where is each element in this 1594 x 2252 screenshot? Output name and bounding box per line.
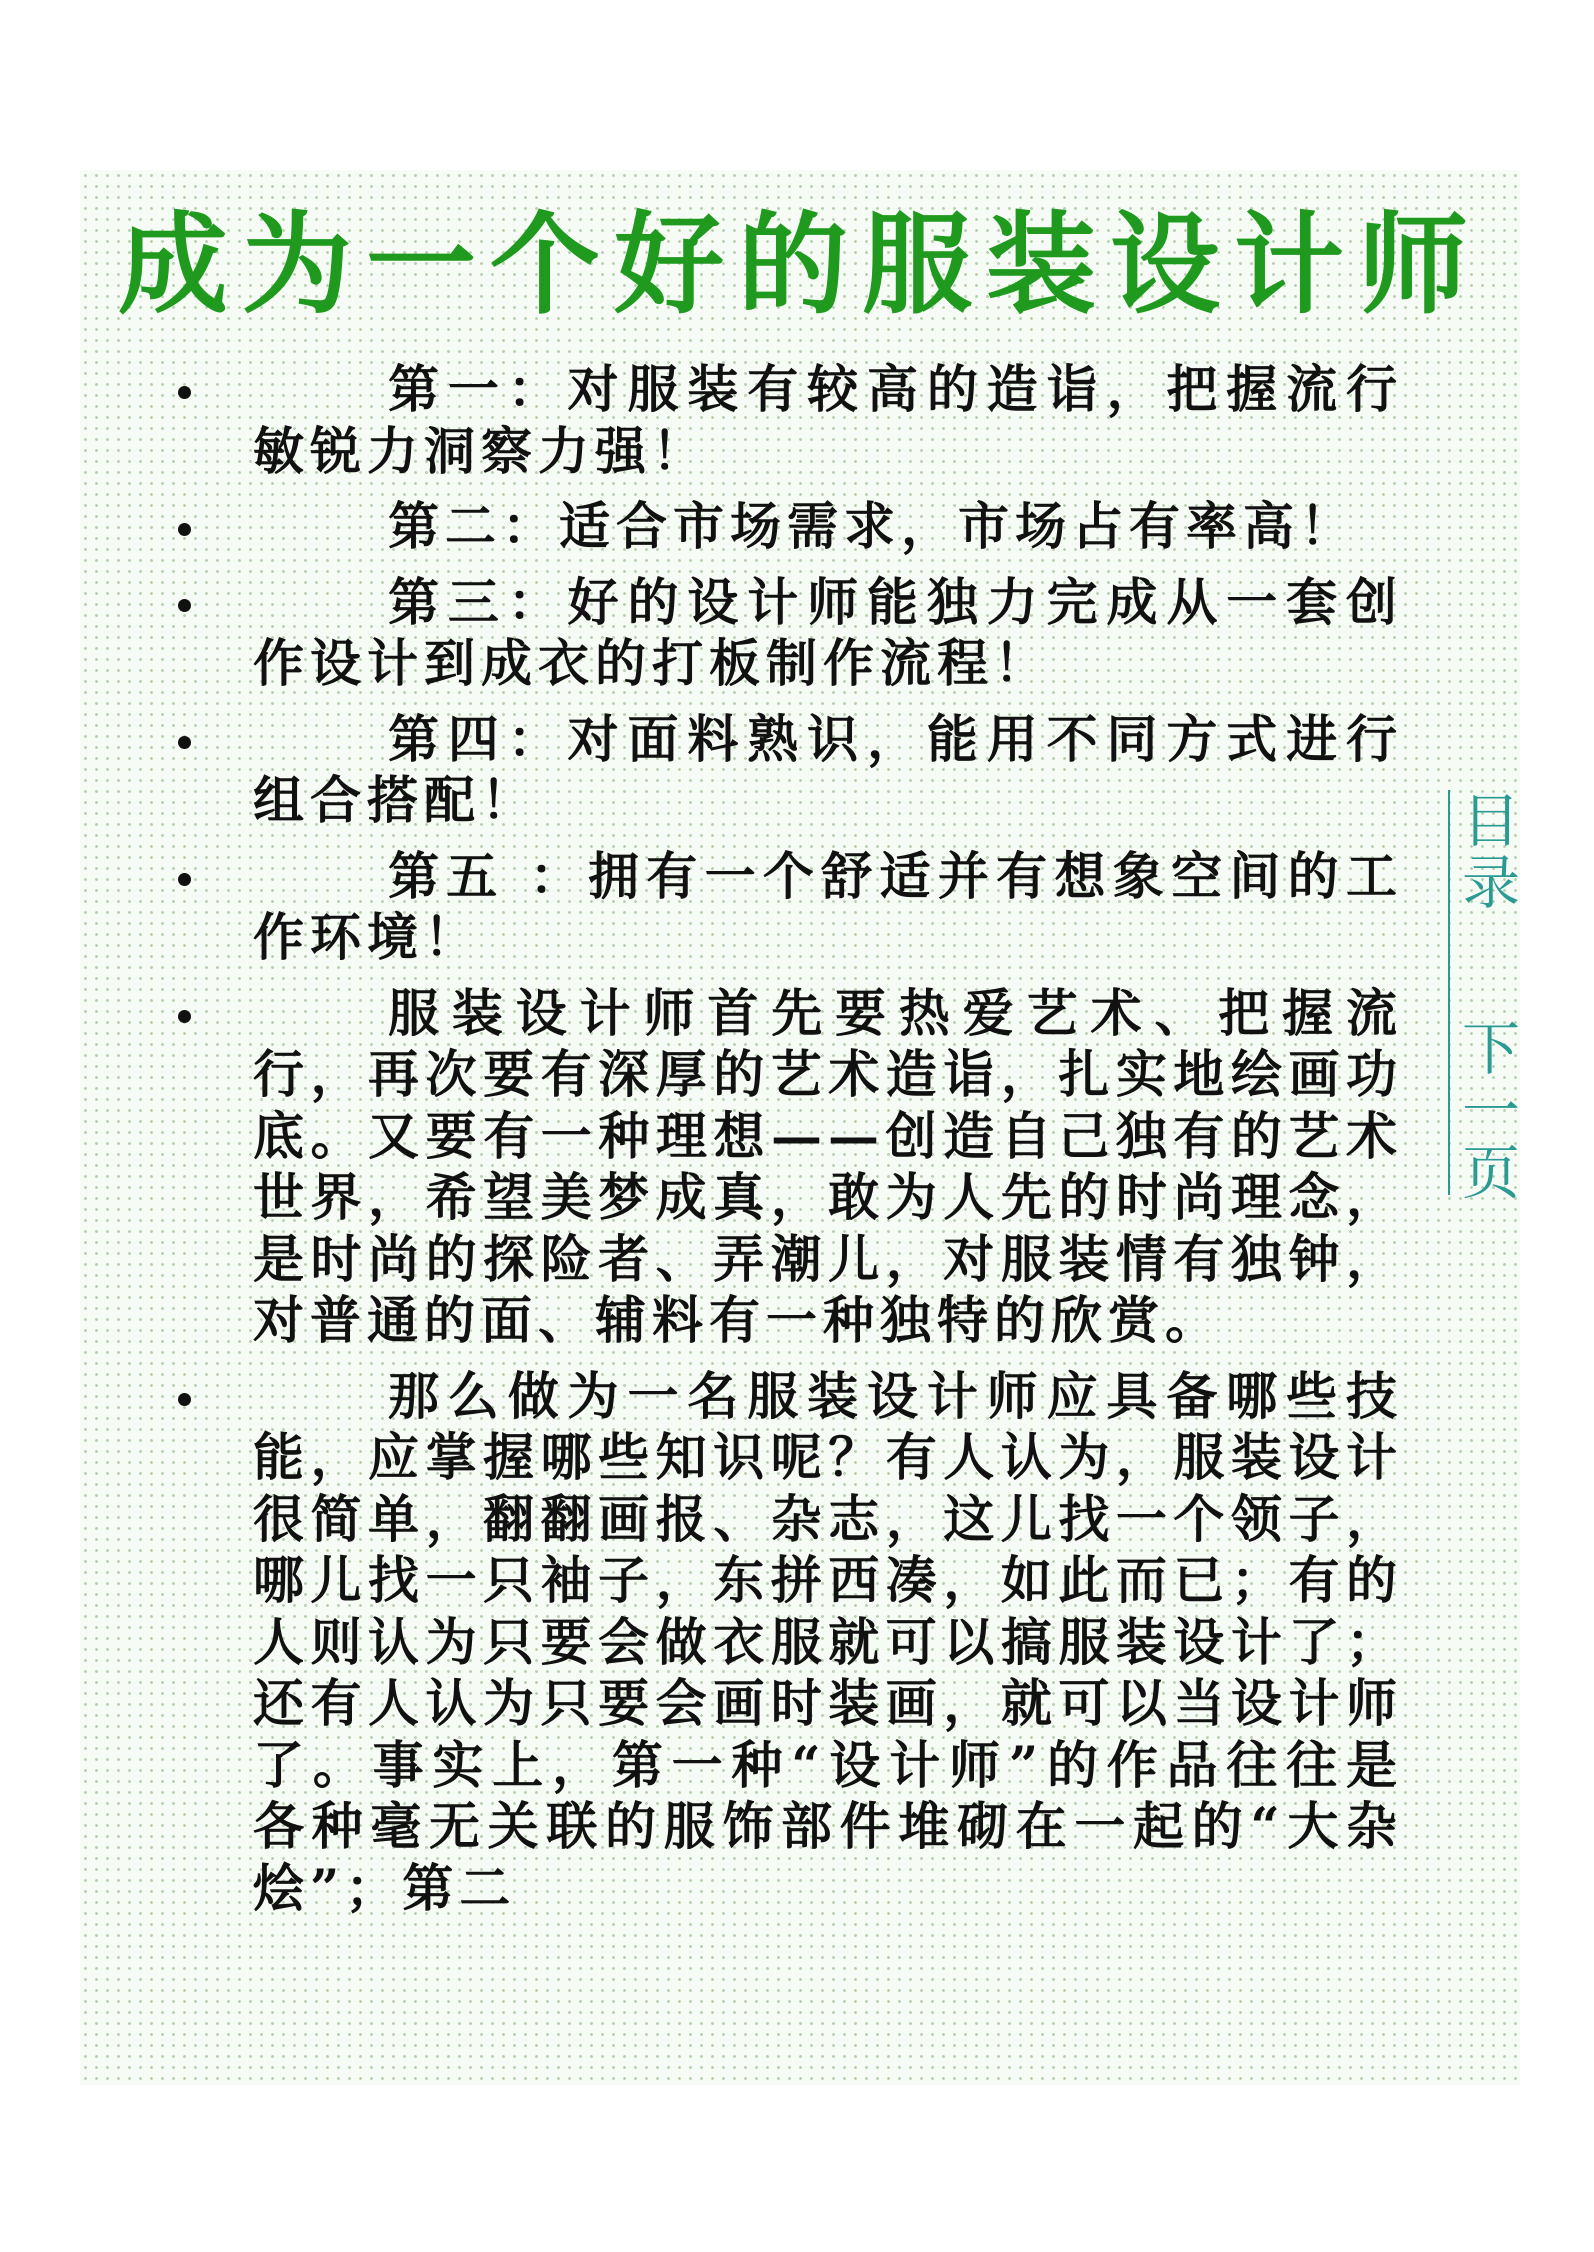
- bullet-list: [178, 360, 1498, 1934]
- list-item: [178, 710, 1403, 833]
- bullet-icon: [178, 736, 191, 749]
- page-title: 成为一个好的服装设计师: [118, 200, 1482, 329]
- bullet-text: 服装设计师首先要热爱艺术、把握流行，再次要有深厚的艺术造诣，扎实地绘画功底。又要有一种理想——创造自己独有的艺术世界，希望美梦成真，敢为人先的时尚理念，是时尚的探险者、弄潮儿，对服装情有独钟，对普通的面、辅料有一种独特的欣赏。: [253, 983, 1403, 1351]
- bullet-text: 第四：对面料熟识，能用不同方式进行组合搭配！: [253, 709, 1403, 831]
- bullet-icon: [178, 386, 191, 399]
- bullet-text: 第二：适合市场需求，市场占有率高！: [388, 497, 1358, 557]
- toc-link[interactable]: 目录: [1461, 787, 1520, 917]
- slide: [80, 170, 1520, 2085]
- list-item: [178, 360, 1403, 483]
- bullet-icon: [178, 1393, 191, 1406]
- nav-divider-line: [1448, 790, 1450, 1195]
- next-page-link[interactable]: 下一页: [1461, 1015, 1520, 1207]
- bullet-icon: [178, 1010, 191, 1023]
- bullet-icon: [178, 873, 191, 886]
- bullet-text: 第五 ：拥有一个舒适并有想象空间的工作环境！: [253, 846, 1403, 968]
- bullet-text: 那么做为一名服装设计师应具备哪些技能，应掌握哪些知识呢？有人认为，服装设计很简单，翻翻画报、杂志，这儿找一个领子，哪儿找一只袖子，东拼西凑，如此而已；有的人则认为只要会做衣服就可以搞服装设计了；还有人认为只要会画时装画，就可以当设计师了。事实上，第一种“设计师”的作品往往是各种毫无关联的服饰部件堆砌在一起的“大杂烩”；第二: [253, 1366, 1403, 1919]
- list-item: [178, 497, 1403, 559]
- list-item: [178, 573, 1403, 696]
- list-item: [178, 984, 1403, 1353]
- bullet-text: 第一：对服装有较高的造诣，把握流行敏锐力洞察力强！: [253, 360, 1403, 482]
- list-item: [178, 847, 1403, 970]
- bullet-icon: [178, 599, 191, 612]
- list-item: [178, 1367, 1403, 1921]
- bullet-text: 第三：好的设计师能独力完成从一套创作设计到成衣的打板制作流程！: [253, 572, 1403, 694]
- bullet-icon: [178, 523, 191, 536]
- side-navigation: [1448, 787, 1543, 1207]
